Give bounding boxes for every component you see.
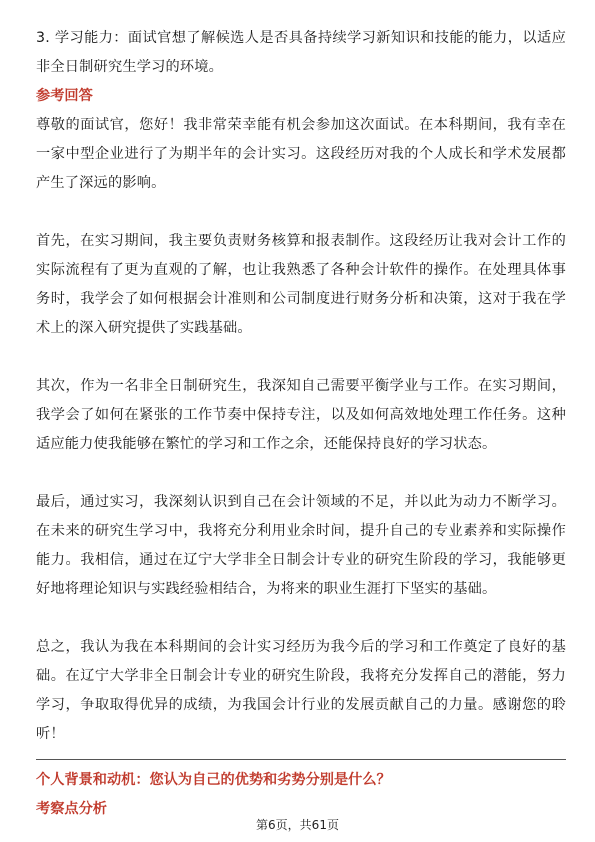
answer-paragraph-2: 首先，在实习期间，我主要负责财务核算和报表制作。这段经历让我对会计工作的实际流程有了更为直观的了解，也让我熟悉了各种会计软件的操作。在处理具体事务时，我学会了如何根据会计准则和公司制度进行财务分析和决策，这对于我在学术上的深入研究提供了实践基础。	[36, 233, 566, 336]
analysis-heading: 考察点分析	[36, 801, 107, 817]
answer-paragraph-5: 总之，我认为我在本科期间的会计实习经历为我今后的学习和工作奠定了良好的基础。在辽宁大学非全日制会计专业的研究生阶段，我将充分发挥自己的潜能，努力学习，争取取得优异的成绩，为我国会计行业的发展贡献自己的力量。感谢您的聆听！	[36, 639, 566, 742]
answer-paragraph-1: 尊敬的面试官，您好！我非常荣幸能有机会参加这次面试。在本科期间，我有幸在一家中型企业进行了为期半年的会计实习。这段经历对我的个人成长和学术发展都产生了深远的影响。	[36, 117, 566, 191]
answer-heading: 参考回答	[36, 88, 93, 104]
answer-paragraph-4: 最后，通过实习，我深刻认识到自己在会计领域的不足，并以此为动力不断学习。在未来的研究生学习中，我将充分利用业余时间，提升自己的专业素养和实际操作能力。我相信，通过在辽宁大学非全日制会计专业的研究生阶段的学习，我能够更好地将理论知识与实践经验相结合，为将来的职业生涯打下坚实的基础。	[36, 494, 566, 597]
section-divider	[36, 759, 566, 760]
paragraph-spacer	[36, 459, 566, 488]
paragraph-spacer	[36, 604, 566, 633]
paragraph-spacer	[36, 198, 566, 227]
page-number-footer: 第6页，共61页	[256, 818, 339, 832]
paragraph-spacer	[36, 343, 566, 372]
next-question-heading: 个人背景和动机：您认为自己的优势和劣势分别是什么？	[36, 772, 391, 788]
question-3-text: 3. 学习能力：面试官想了解候选人是否具备持续学习新知识和技能的能力，以适应非全日制研究生学习的环境。	[36, 30, 566, 75]
document-page	[36, 24, 566, 824]
answer-paragraph-3: 其次，作为一名非全日制研究生，我深知自己需要平衡学业与工作。在实习期间，我学会了如何在紧张的工作节奏中保持专注，以及如何高效地处理工作任务。这种适应能力使我能够在繁忙的学习和工作之余，还能保持良好的学习状态。	[36, 378, 566, 452]
